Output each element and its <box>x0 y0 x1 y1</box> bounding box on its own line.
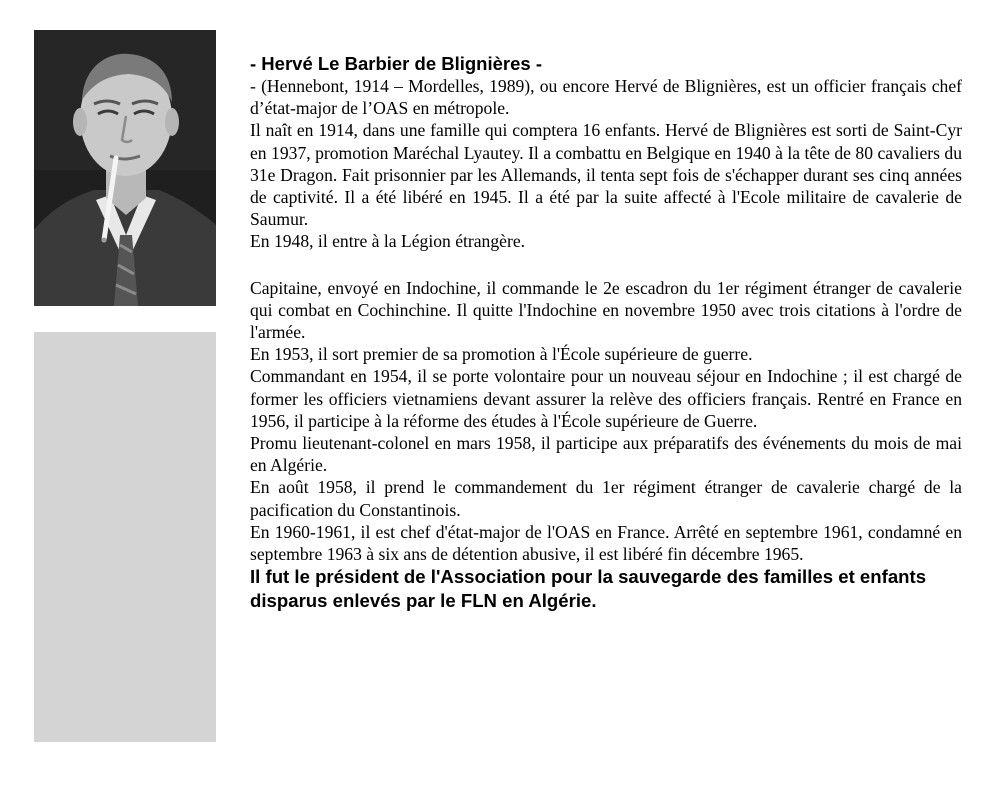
biography-text <box>250 52 962 613</box>
paragraph: Commandant en 1954, il se porte volontaire pour un nouveau séjour en Indochine ; il est chargé de former les officiers vietnamiens devant assurer la relève des officiers français. Rentré en France en 1956, il participe à la réforme des études à l'École supérieure de Guerre. <box>250 366 962 431</box>
paragraph: En 1953, il sort premier de sa promotion à l'École supérieure de guerre. <box>250 344 753 365</box>
paragraph: En 1960-1961, il est chef d'état-major de l'OAS en France. Arrêté en septembre 1961, condamné en septembre 1963 à six ans de détention abusive, il est libéré fin décembre 1965. <box>250 521 962 565</box>
closing-statement: Il fut le président de l'Association pour la sauvegarde des familles et enfants disparus enlevés par le FLN en Algérie. <box>250 566 927 612</box>
paragraph: - (Hennebont, 1914 – Mordelles, 1989), ou encore Hervé de Blignières, est un officier français chef d’état-major de l’OAS en métropole. <box>250 76 962 119</box>
paragraph: En 1948, il entre à la Légion étrangère. <box>250 231 526 252</box>
paragraph-spacer <box>250 253 962 277</box>
biography-heading: - Hervé Le Barbier de Blignières - <box>250 53 542 74</box>
grey-sidebar-panel <box>34 332 216 742</box>
paragraph: En août 1958, il prend le commandement du 1er régiment étranger de cavalerie chargé de la pacification du Constantinois. <box>250 477 962 520</box>
portrait-photo <box>34 30 216 306</box>
paragraph: Il naît en 1914, dans une famille qui comptera 16 enfants. Hervé de Blignières est sorti de Saint-Cyr en 1937, promotion Maréchal Lyautey. Il a combattu en Belgique en 1940 à la tête de 80 cavaliers du 31e Dragon. Fait prisonnier par les Allemands, il tenta sept fois de s'échapper durant ses cinq années de captivité. Il a été libéré en 1945. Il a été par la suite affecté à l'Ecole militaire de cavalerie de Saumur. <box>250 120 962 230</box>
paragraph: Promu lieutenant-colonel en mars 1958, il participe aux préparatifs des événements du mois de mai en Algérie. <box>250 433 962 476</box>
paragraph: Capitaine, envoyé en Indochine, il commande le 2e escadron du 1er régiment étranger de cavalerie qui combat en Cochinchine. Il quitte l'Indochine en novembre 1950 avec trois citations à l'ordre de l'armée. <box>250 277 962 343</box>
